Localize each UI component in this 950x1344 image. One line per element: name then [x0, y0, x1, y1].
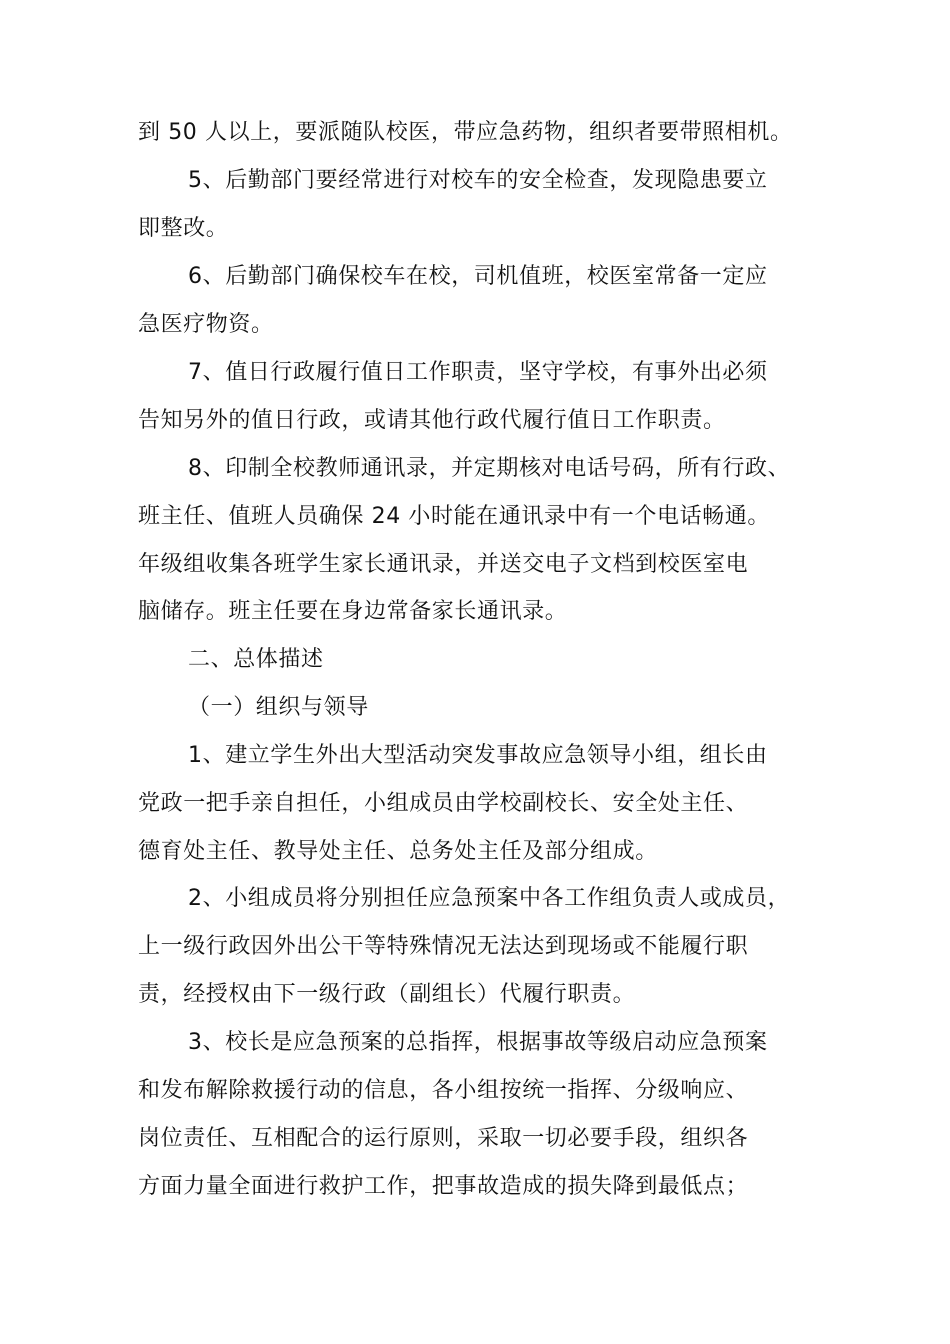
subsection-heading: （一）组织与领导	[188, 695, 369, 720]
text-line: 班主任、值班人员确保 24 小时能在通讯录中有一个电话畅通。	[138, 504, 770, 529]
text-line: 德育处主任、教导处主任、总务处主任及部分组成。	[138, 839, 658, 864]
text-line: 上一级行政因外出公干等特殊情况无法达到现场或不能履行职	[138, 934, 749, 959]
text-line: 年级组收集各班学生家长通讯录，并送交电子文档到校医室电	[138, 552, 749, 577]
text-line: 即整改。	[138, 216, 229, 241]
text-line: 方面力量全面进行救护工作，把事故造成的损失降到最低点；	[138, 1174, 749, 1199]
text-line: 1、建立学生外出大型活动突发事故应急领导小组，组长由	[188, 743, 768, 768]
text-line: 到 50 人以上，要派随队校医，带应急药物，组织者要带照相机。	[138, 120, 793, 145]
text-line: 5、后勤部门要经常进行对校车的安全检查，发现隐患要立	[188, 168, 768, 193]
text-line: 8、印制全校教师通讯录，并定期核对电话号码，所有行政、	[188, 456, 791, 481]
text-line: 2、小组成员将分别担任应急预案中各工作组负责人或成员，	[188, 886, 791, 911]
section-heading: 二、总体描述	[188, 647, 324, 672]
text-line: 和发布解除救援行动的信息，各小组按统一指挥、分级响应、	[138, 1078, 749, 1103]
text-line: 急医疗物资。	[138, 312, 274, 337]
text-line: 7、值日行政履行值日工作职责，坚守学校，有事外出必须	[188, 360, 768, 385]
text-line: 6、后勤部门确保校车在校，司机值班，校医室常备一定应	[188, 264, 768, 289]
text-line: 3、校长是应急预案的总指挥，根据事故等级启动应急预案	[188, 1030, 768, 1055]
text-line: 党政一把手亲自担任，小组成员由学校副校长、安全处主任、	[138, 791, 749, 816]
text-line: 岗位责任、互相配合的运行原则，采取一切必要手段，组织各	[138, 1126, 749, 1151]
text-line: 责，经授权由下一级行政（副组长）代履行职责。	[138, 982, 636, 1007]
text-line: 脑储存。班主任要在身边常备家长通讯录。	[138, 599, 568, 624]
text-line: 告知另外的值日行政，或请其他行政代履行值日工作职责。	[138, 408, 726, 433]
